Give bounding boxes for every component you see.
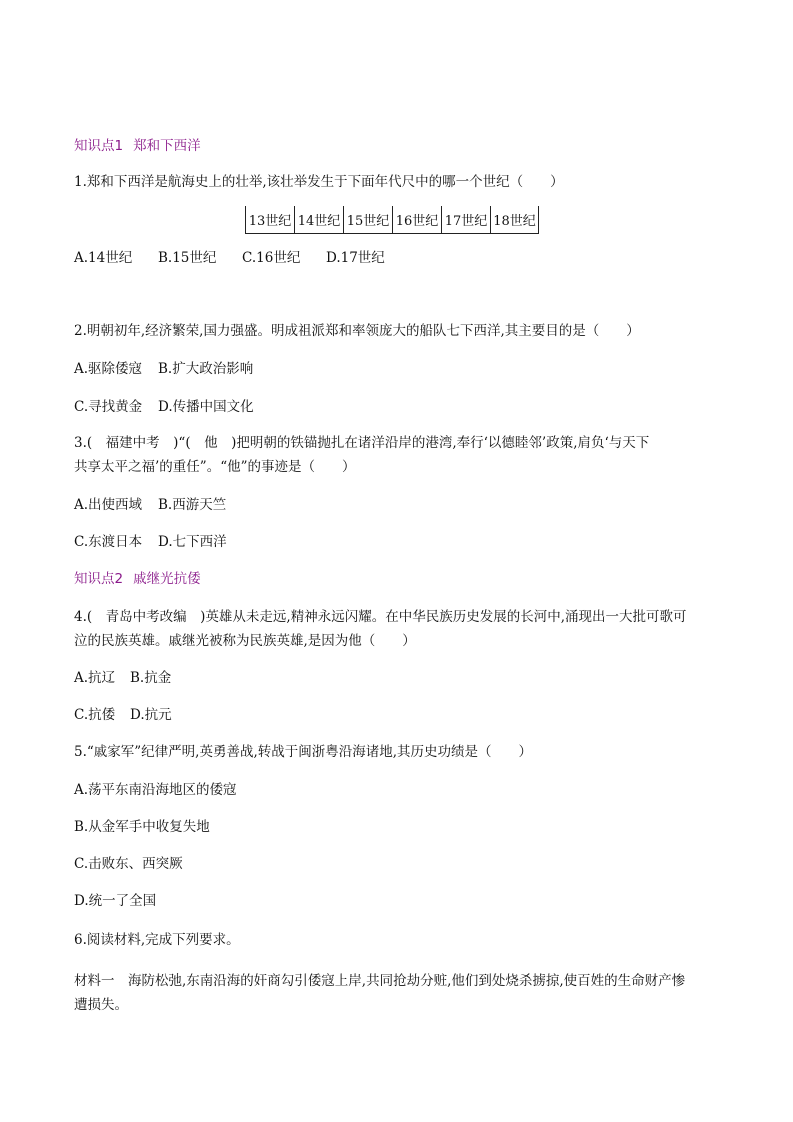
question-5-option-b: B.从金军手中收复失地 [74, 819, 210, 835]
timeline-cell: 16世纪 [392, 206, 441, 234]
question-6-material1-line2: 遭损失。 [74, 997, 128, 1013]
timeline-cell: 14世纪 [294, 206, 343, 234]
question-4-options-row2 [74, 705, 172, 725]
option-a: A.抗辽 [74, 670, 116, 686]
option-d: D.抗元 [130, 707, 172, 723]
option-c: C.抗倭 [74, 707, 116, 723]
option-b: B.抗金 [130, 670, 172, 686]
question-6-material1-line1: 材料一 海防松弛,东南沿海的奸商勾引倭寇上岸,共同抢劫分赃,他们到处烧杀掳掠,使百姓的生命财产惨 [74, 973, 686, 989]
question-5-option-d: D.统一了全国 [74, 893, 157, 909]
question-5-option-c: C.击败东、西突厥 [74, 856, 183, 872]
question-6-text: 6.阅读材料,完成下列要求。 [74, 932, 240, 948]
option-b: B.西游天竺 [158, 497, 227, 513]
option-b: B.扩大政治影响 [158, 361, 254, 377]
option-c: C.东渡日本 [74, 534, 143, 550]
question-2-options-row2 [74, 397, 254, 417]
question-1-text: 1.郑和下西洋是航海史上的壮举,该壮举发生于下面年代尺中的哪一个世纪（ ） [74, 174, 564, 190]
question-4-line2: 泣的民族英雄。戚继光被称为民族英雄,是因为他（ ） [74, 633, 416, 649]
option-d: D.七下西洋 [158, 534, 227, 550]
question-3-options-row2 [74, 532, 227, 552]
question-3-line2: 共享太平之福’的重任”。“他”的事迹是（ ） [74, 459, 356, 475]
question-3-options-row1 [74, 495, 226, 515]
option-a: A.14世纪 [74, 250, 133, 266]
timeline-cell: 17世纪 [441, 206, 490, 234]
option-c: C.寻找黄金 [74, 399, 143, 415]
question-2-options-row1 [74, 359, 253, 379]
option-b: B.15世纪 [158, 250, 217, 266]
question-3-line1: 3.( 福建中考 )“( 他 )把明朝的铁锚抛扎在诸洋沿岸的港湾,奉行‘以德睦邻’政策,肩负‘与天下 [74, 435, 650, 451]
section-number: 知识点2 [74, 571, 124, 587]
question-4-options-row1 [74, 668, 171, 688]
question-5-text: 5.“戚家军”纪律严明,英勇善战,转战于闽浙粤沿海诸地,其历史功绩是（ ） [74, 744, 533, 760]
timeline-cell: 18世纪 [490, 206, 539, 234]
timeline-cell: 13世纪 [245, 206, 294, 234]
option-d: D.17世纪 [326, 250, 385, 266]
timeline-cell: 15世纪 [343, 206, 392, 234]
option-d: D.传播中国文化 [158, 399, 254, 415]
section-heading-2 [74, 569, 201, 589]
option-c: C.16世纪 [242, 250, 301, 266]
timeline-ruler [245, 206, 539, 244]
question-4-line1: 4.( 青岛中考改编 )英雄从未走远,精神永远闪耀。在中华民族历史发展的长河中,涌现出一大批可歌可 [74, 609, 687, 625]
section-title: 郑和下西洋 [133, 138, 201, 154]
question-1-options [74, 248, 385, 268]
question-2-text: 2.明朝初年,经济繁荣,国力强盛。明成祖派郑和率领庞大的船队七下西洋,其主要目的是（ ） [74, 323, 640, 339]
section-heading-1 [74, 136, 201, 156]
option-a: A.驱除倭寇 [74, 361, 143, 377]
section-title: 戚继光抗倭 [133, 571, 201, 587]
section-number: 知识点1 [74, 138, 124, 154]
option-a: A.出使西域 [74, 497, 143, 513]
question-5-option-a: A.荡平东南沿海地区的倭寇 [74, 782, 237, 798]
